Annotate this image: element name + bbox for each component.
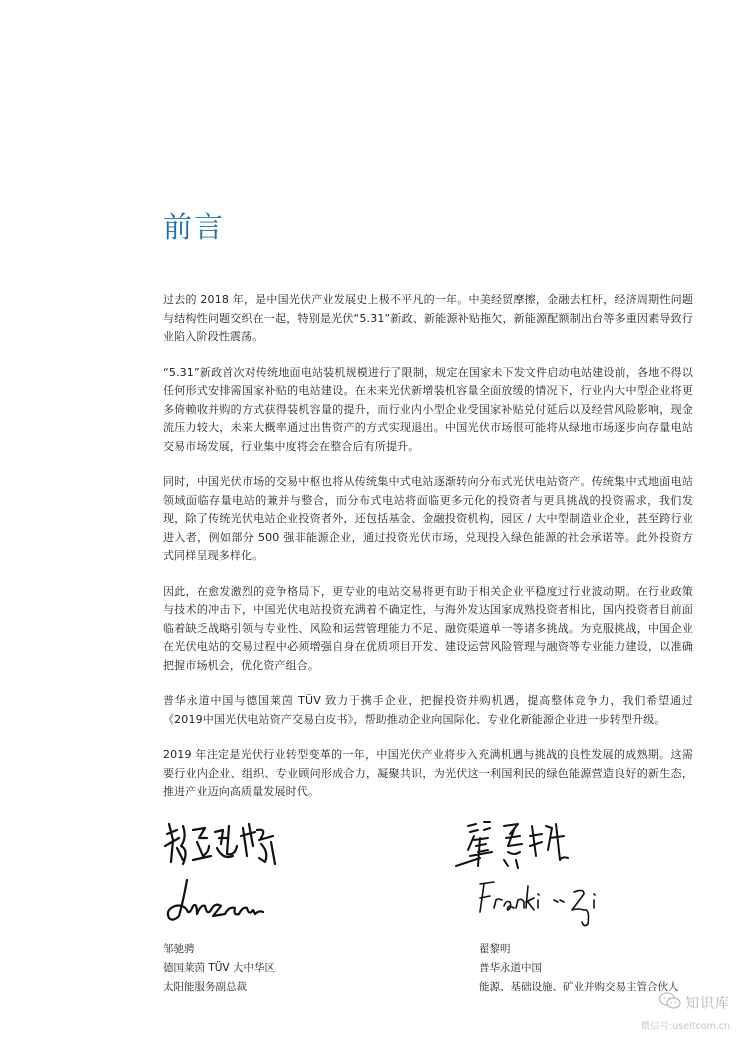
foreword-body	[163, 291, 693, 819]
page-title: 前言	[163, 210, 226, 244]
signature-right-chinese	[448, 816, 572, 876]
watermark	[641, 992, 730, 1032]
paragraph: 同时，中国光伏市场的交易中枢也将从传统集中式电站逐渐转向分布式光伏电站资产。传统集中式地面电站领域面临存量电站的兼并与整合，而分布式电站将面临更多元化的投资者与更具挑战的投资需求，我们发现，除了传统光伏电站企业投资者外，还包括基金、金融投资机构，园区 / 大中型制造业企业，甚至跨行业进入者，例如部分 500 强非能源企业，通过投资光伏市场，兑现投入绿色能源的社会承诺等。此外投资方式同样呈现多样化。	[163, 475, 693, 562]
paragraph: 2019 年注定是光伏行业转型变革的一年，中国光伏产业将步入充满机遇与挑战的良性发展的成熟期。这需要行业内企业、组织、专业顾问形成合力，凝聚共识，为光伏这一利国利民的绿色能源营造良好的新生态，推进产业迈向高质量发展时代。	[163, 748, 693, 798]
signature-left-chinese	[163, 816, 283, 874]
signature-left-latin	[163, 876, 267, 926]
signatory-name: 翟黎明	[479, 943, 511, 955]
watermark-brand: 知识库	[685, 996, 730, 1012]
watermark-account: 微信号:useitcom.cn	[640, 1021, 730, 1032]
paragraph: 过去的 2018 年，是中国光伏产业发展史上极不平凡的一年。中美经贸摩擦，金融去杠杆，经济周期性问题与结构性问题交织在一起，特别是光伏“5.31”新政、新能源补贴拖欠，新能源配额制出台等多重因素导致行业陷入阶段性震荡。	[163, 293, 693, 343]
signatory-role: 太阳能服务副总裁	[163, 981, 247, 993]
wechat-icon	[659, 992, 681, 1014]
signature-right-latin	[474, 878, 614, 930]
signatory-right	[479, 940, 679, 997]
signatory-left	[163, 940, 275, 997]
signatory-role: 能源、基础设施、矿业并购交易主管合伙人	[479, 981, 679, 993]
paragraph: “5.31”新政首次对传统地面电站装机规模进行了限制，规定在国家未下发文件启动电站建设前，各地不得以任何形式安排需国家补贴的电站建设。在未来光伏新增装机容量全面放缓的情况下，行业内大中型企业将更多倚赖收并购的方式获得装机容量的提升，而行业内小型企业受国家补贴兑付延后以及经营风险影响，现金流压力较大，未来大概率通过出售资产的方式实现退出。中国光伏市场很可能将从绿地市场逐步向存量电站交易市场发展，行业集中度将会在整合后有所提升。	[163, 365, 693, 453]
paragraph: 因此，在愈发激烈的竞争格局下，更专业的电站交易将更有助于相关企业平稳度过行业波动期。在行业政策与技术的冲击下，中国光伏电站投资充满着不确定性，与海外发达国家成熟投资者相比，国内投资者目前面临着缺乏战略引领与专业性、风险和运营管理能力不足、融资渠道单一等诸多挑战。为克服挑战，中国企业在光伏电站的交易过程中必须增强自身在优质项目开发、建设运营风险管理与融资等专业能力建设，以准确把握市场机会，优化资产组合。	[163, 584, 693, 672]
paragraph: 普华永道中国与德国莱茵 TÜV 致力于携手企业，把握投资并购机遇，提高整体竞争力，我们希望通过《2019中国光伏电站资产交易白皮书》，帮助推动企业向国际化、专业化新能源企业进一步转型升级。	[163, 694, 693, 726]
signatory-organization: 普华永道中国	[479, 962, 542, 974]
signatory-organization: 德国莱茵 TÜV 大中华区	[163, 962, 275, 974]
signatory-name: 邹驰骋	[163, 943, 195, 955]
